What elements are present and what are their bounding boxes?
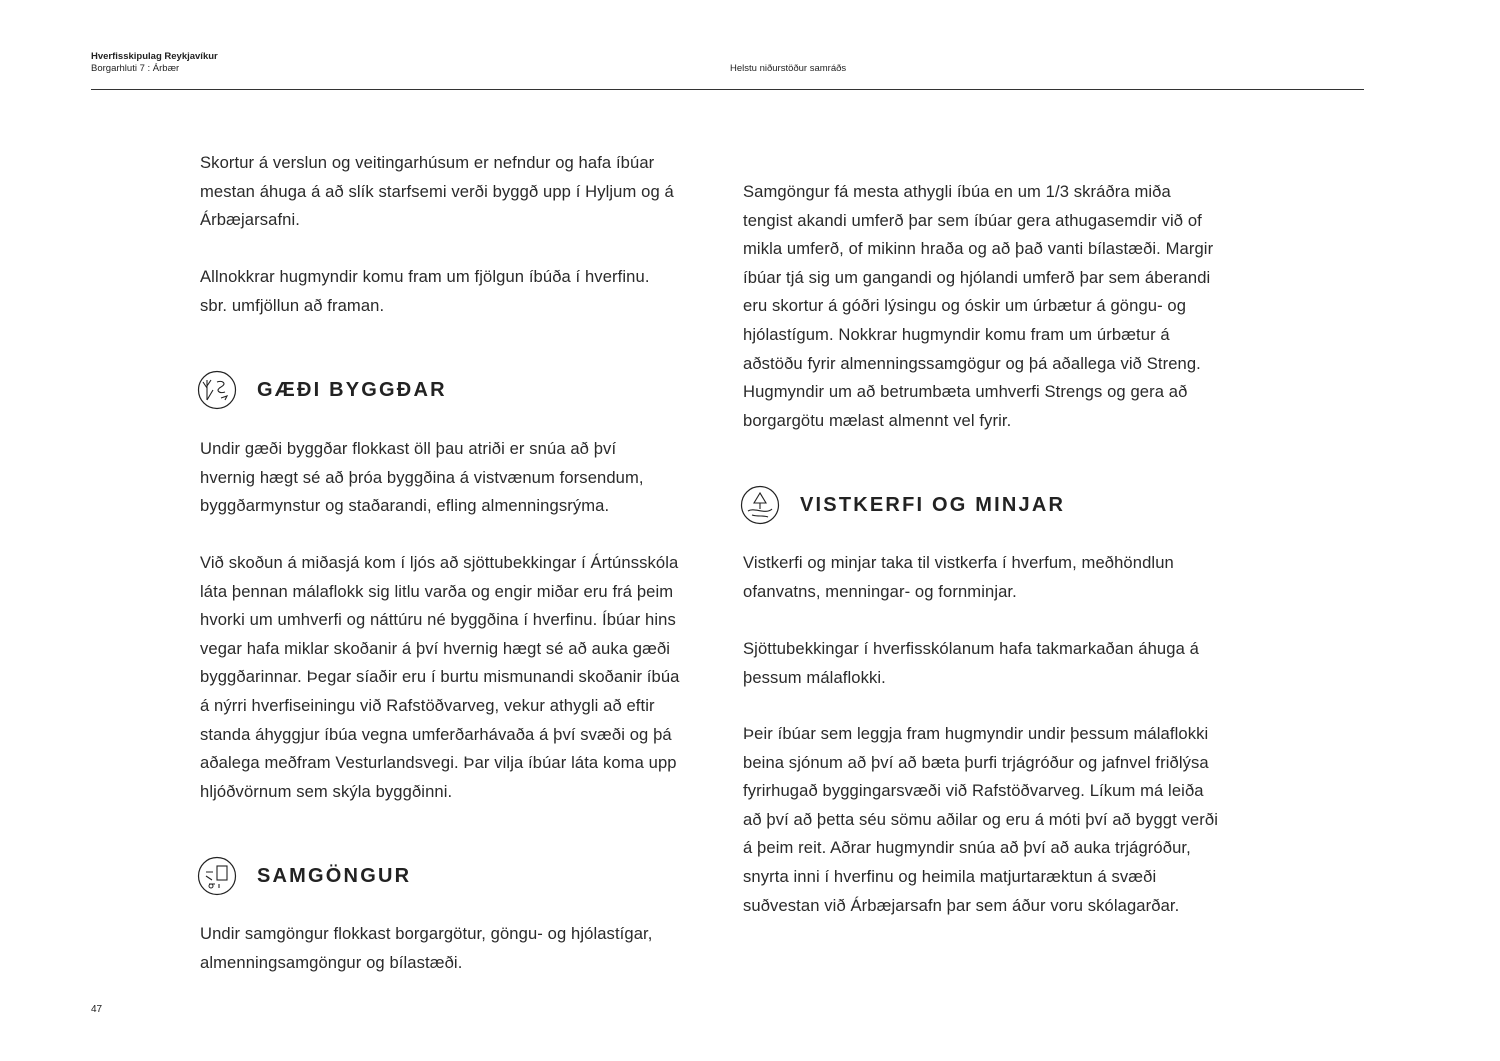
text-line: byggðarmynstur og staðarandi, efling almenningsrýma.	[200, 496, 610, 516]
text-line: Hugmyndir um að betrumbæta umhverfi Strengs og gera að	[743, 382, 1188, 402]
transport-icon	[197, 856, 237, 896]
text-line: mestan áhuga á að slík starfsemi verði byggð upp í Hyljum og á	[200, 181, 674, 201]
text-line: að því að þetta séu sömu aðilar og eru á móti því að byggt verði	[743, 809, 1218, 829]
header-left	[91, 51, 218, 75]
left-paragraph-5	[200, 920, 652, 977]
text-line: á þeim reit. Aðrar hugmyndir snúa að því að auka trjágróður,	[743, 838, 1191, 858]
text-line: Undir gæði byggðar flokkast öll þau atriði er snúa að því	[200, 439, 617, 458]
document-subtitle: Borgarhluti 7 : Árbær	[91, 63, 180, 74]
text-line: Vistkerfi og minjar taka til vistkerfa í hverfum, meðhöndlun	[743, 553, 1174, 572]
left-paragraph-1	[200, 149, 674, 235]
document-title: Hverfisskipulag Reykjavíkur	[91, 51, 218, 62]
heading-text: GÆÐI BYGGÐAR	[257, 378, 447, 401]
section-heading-vistkerfi	[740, 485, 1065, 525]
header-divider	[91, 89, 1364, 90]
text-line: Undir samgöngur flokkast borgargötur, göngu- og hjólastígar,	[200, 924, 653, 943]
text-line: fyrirhugað byggingarsvæði við Rafstöðvarveg. Líkum má leiða	[743, 781, 1204, 801]
text-line: aðalega meðfram Vesturlandsvegi. Þar vilja íbúar láta koma upp	[200, 753, 677, 773]
left-paragraph-3	[200, 435, 644, 521]
text-line: sbr. umfjöllun að framan.	[200, 295, 385, 315]
text-line: á nýrri hverfiseiningu við Rafstöðvarveg, vekur athygli að eftir	[200, 695, 655, 715]
page-number: 47	[91, 1004, 103, 1015]
text-line: almenningsamgöngur og bílastæði.	[200, 952, 463, 972]
text-line: byggðarinnar. Þegar síaðir eru í burtu mismunandi skoðanir íbúa	[200, 667, 680, 687]
text-line: hljóðvörnum sem skýla byggðinni.	[200, 781, 453, 801]
right-paragraph-1	[743, 178, 1213, 435]
left-paragraph-2	[200, 263, 650, 320]
text-line: snyrta inni í hverfinu og heimila matjurtaræktun á svæði	[743, 866, 1157, 886]
text-line: Við skoðun á miðasjá kom í ljós að sjöttubekkingar í Ártúnsskóla	[200, 553, 679, 572]
text-line: Samgöngur fá mesta athygli íbúa en um 1/3 skráðra miða	[743, 182, 1171, 201]
text-line: beina sjónum að því að bæta þurfi trjágróður og jafnvel friðlýsa	[743, 752, 1209, 772]
heading-text: SAMGÖNGUR	[257, 864, 412, 887]
text-line: Þeir íbúar sem leggja fram hugmyndir undir þessum málaflokki	[743, 724, 1209, 743]
right-paragraph-4	[743, 720, 1218, 920]
ecosystem-icon	[740, 485, 780, 525]
text-line: íbúar tjá sig um gangandi og hjólandi umferð þar sem áberandi	[743, 267, 1211, 287]
text-line: hvernig hægt sé að þróa byggðina á vistvænum forsendum,	[200, 467, 644, 487]
right-paragraph-2	[743, 549, 1174, 606]
text-line: tengist akandi umferð þar sem íbúar gera athugasemdir við of	[743, 210, 1202, 230]
section-title: Helstu niðurstöður samráðs	[730, 63, 847, 74]
text-line: hjólastígum. Nokkrar hugmyndir komu fram um úrbætur á	[743, 324, 1170, 344]
text-line: hvorki um umhverfi og náttúru né byggðina í hverfinu. Íbúar hins	[200, 610, 676, 630]
section-heading-samgongur	[197, 856, 411, 896]
text-line: mikla umferð, of mikinn hraða og að það vanti bílastæði. Margir	[743, 239, 1214, 259]
text-line: standa áhyggjur íbúa vegna umferðarhávaða á því svæði og þá	[200, 724, 672, 744]
text-line: Sjöttubekkingar í hverfisskólanum hafa takmarkaðan áhuga á	[743, 639, 1199, 658]
text-line: þessum málaflokki.	[743, 667, 886, 687]
text-line: borgargötu mælast almennt vel fyrir.	[743, 410, 1012, 430]
text-line: aðstöðu fyrir almenningssamgögur og þá aðallega við Streng.	[743, 353, 1201, 373]
text-line: vegar hafa miklar skoðanir á því hvernig hægt sé að auka gæði	[200, 638, 671, 658]
text-line: Árbæjarsafni.	[200, 210, 300, 230]
building-quality-icon	[197, 370, 237, 410]
text-line: Allnokkrar hugmyndir komu fram um fjölgun íbúða í hverfinu.	[200, 267, 650, 286]
heading-text: VISTKERFI OG MINJAR	[800, 493, 1066, 516]
text-line: ofanvatns, menningar- og fornminjar.	[743, 581, 1017, 601]
text-line: láta þennan málaflokk sig litlu varða og engir miðar eru frá þeim	[200, 581, 674, 601]
left-paragraph-4	[200, 549, 680, 806]
text-line: eru skortur á góðri lýsingu og óskir um úrbætur á göngu- og	[743, 296, 1187, 316]
text-line: Skortur á verslun og veitingarhúsum er nefndur og hafa íbúar	[200, 153, 655, 172]
text-line: suðvestan við Árbæjarsafn þar sem áður voru skólagarðar.	[743, 895, 1180, 915]
right-paragraph-3	[743, 635, 1199, 692]
section-heading-gaedi-byggdar	[197, 370, 447, 410]
